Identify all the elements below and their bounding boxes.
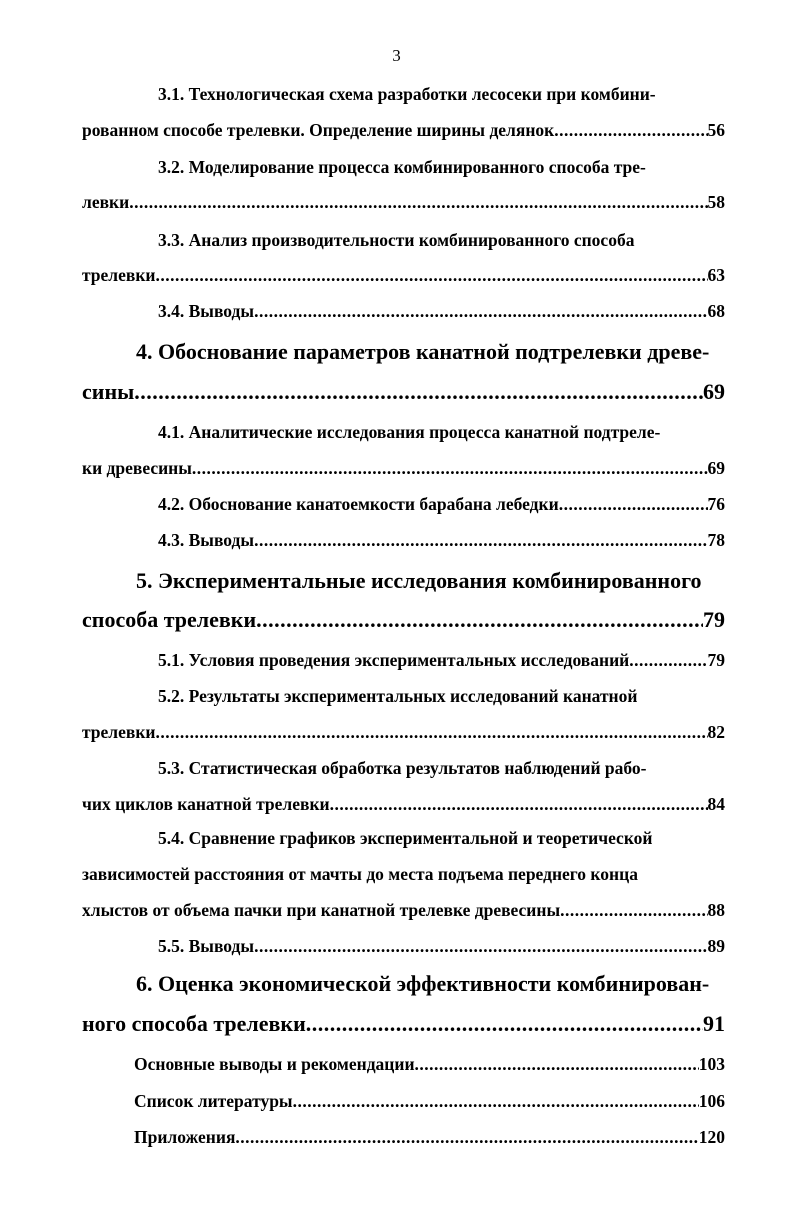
toc-line-leader: рованном способе трелевки. Определение ширины делянок ..... 56: [82, 118, 725, 142]
page-ref: 56: [707, 120, 725, 140]
toc-line: 6. Оценка экономической эффективности комбинирован-: [136, 971, 710, 996]
page-ref: 103: [698, 1054, 725, 1074]
page-ref: 88: [707, 900, 725, 920]
toc-line: 3.1. Технологическая схема разработки лесосеки при комбини-: [158, 84, 656, 104]
page-ref: 58: [707, 192, 725, 212]
page-ref: 63: [707, 265, 725, 285]
toc-line-leader: Основные выводы и рекомендации ..... 103: [134, 1052, 725, 1076]
toc-line: 3.2. Моделирование процесса комбинированного способа тре-: [158, 157, 646, 177]
toc-line: 4.1. Аналитические исследования процесса канатной подтреле-: [158, 422, 661, 442]
page-ref: 120: [698, 1127, 725, 1147]
page-ref: 69: [707, 458, 725, 478]
toc-line: 4. Обоснование параметров канатной подтрелевки древе-: [136, 339, 710, 364]
toc-line-leader: ки древесины ..... 69: [82, 456, 725, 480]
toc-line-leader: хлыстов от объема пачки при канатной трелевке древесины ..... 88: [82, 898, 725, 922]
toc-line-leader: 3.4. Выводы ..... 68: [158, 299, 725, 323]
toc-line-leader: сины ..... 69: [82, 378, 725, 406]
page-ref: 89: [707, 936, 725, 956]
toc-line-leader: Список литературы ..... 106: [134, 1089, 725, 1113]
page-ref: 91: [703, 1011, 725, 1036]
toc-line-leader: 4.2. Обоснование канатоемкости барабана лебедки ..... 76: [158, 492, 725, 516]
toc-line-leader: 4.3. Выводы ..... 78: [158, 528, 725, 552]
toc-line-leader: трелевки ..... 63: [82, 263, 725, 287]
toc-line-leader: 5.1. Условия проведения экспериментальных исследований ..... 79: [158, 648, 725, 672]
page-ref: 79: [707, 650, 725, 670]
page-ref: 79: [703, 607, 725, 632]
page-ref: 78: [707, 530, 725, 550]
toc-line-leader: Приложения ..... 120: [134, 1125, 725, 1149]
toc-line-leader: ного способа трелевки ..... 91: [82, 1010, 725, 1038]
page-number: 3: [392, 46, 401, 65]
toc-line: 5.2. Результаты экспериментальных исследований канатной: [158, 686, 638, 706]
page-ref: 69: [703, 379, 725, 404]
toc-line: 5.4. Сравнение графиков экспериментальной и теоретической: [158, 828, 653, 848]
toc-line: зависимостей расстояния от мачты до места подъема переднего конца: [82, 864, 638, 884]
toc-line: 3.3. Анализ производительности комбинированного способа: [158, 230, 635, 250]
page-ref: 84: [707, 794, 725, 814]
page-ref: 68: [707, 301, 725, 321]
toc-line: 5. Экспериментальные исследования комбинированного: [136, 568, 702, 593]
toc-line: 5.3. Статистическая обработка результатов наблюдений рабо-: [158, 758, 647, 778]
toc-line-leader: способа трелевки ..... 79: [82, 606, 725, 634]
page-ref: 82: [707, 722, 725, 742]
page-ref: 76: [707, 494, 725, 514]
toc-line-leader: чих циклов канатной трелевки ..... 84: [82, 792, 725, 816]
toc-line-leader: левки ..... 58: [82, 190, 725, 214]
toc-line-leader: трелевки ..... 82: [82, 720, 725, 744]
toc-line-leader: 5.5. Выводы ..... 89: [158, 934, 725, 958]
page-ref: 106: [698, 1091, 725, 1111]
